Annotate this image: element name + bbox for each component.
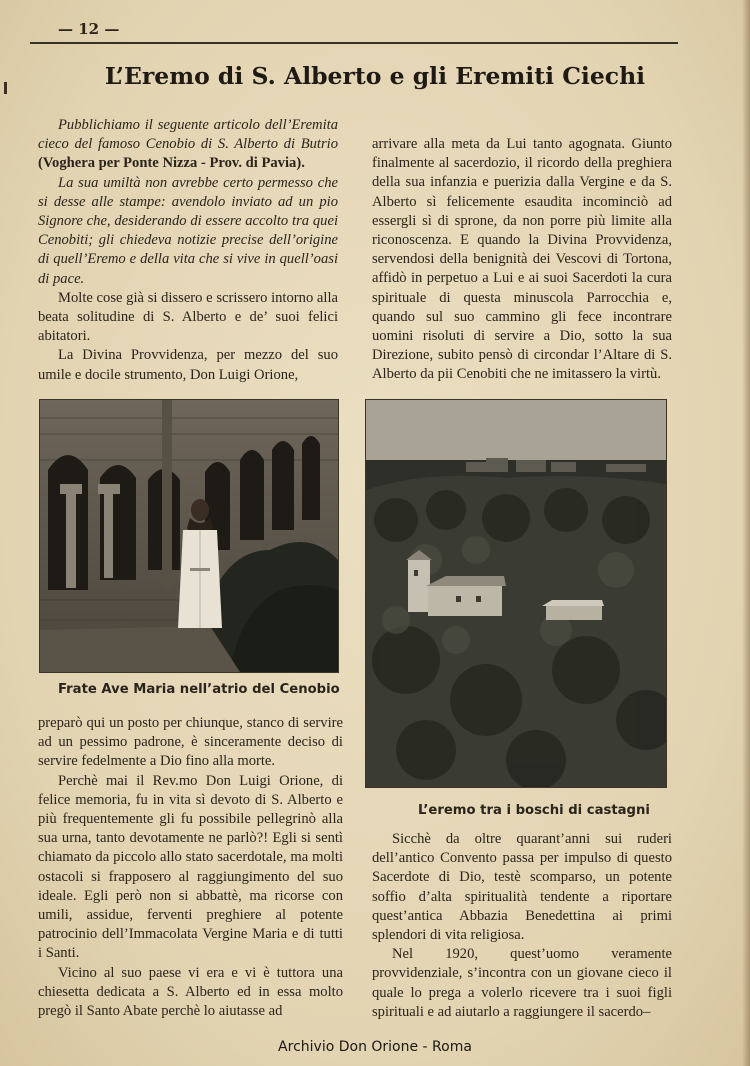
photo-caption: Frate Ave Maria nell’atrio del Cenobio xyxy=(58,682,340,697)
paragraph: Nel 1920, quest’uomo veramente provvidenziale, s’incontra con un giovane cieco il quale lo prega a volerlo ricevere tra i suoi figli spirituali e ad aiutarlo a raggiungere il sacerdo– xyxy=(372,946,672,1020)
photo-hermitage-woods xyxy=(365,399,667,788)
paragraph: Vicino al suo paese vi era e vi è tuttora una chiesetta dedicata a S. Alberto ed in essa molto pregò il Santo Abate perchè lo aiutasse ad xyxy=(38,964,343,1020)
humility-paragraph: La sua umiltà non avrebbe certo permesso che si desse alle stampe: avendolo inviato ad un pio Signore che, desiderando di essere accolto tra quei Cenobiti; gli chiedeva notizie precise dell’origine di quell’Eremo e della vita che si vive in quell’oasi di pace. xyxy=(38,174,338,287)
paragraph: arrivare alla meta da Lui tanto agognata. Giunto finalmente al sacerdozio, il ricordo della preghiera della sua infanzia e puerizia dalla Vergine e da S. Alberto sì felicemente esaudita incominciò ad essergli sì di sprone, da non porre più limite alla riconoscenza. E quando la Divina Provvidenza, servendosi della benignità dei Vescovi di Tortona, affidò in perpetuo a Lui e ai suoi Sacerdoti la cura spirituale di questa minuscola Parrocchia e, quando sul suo cammino gli fece incontrare uomini risoluti di servire a Dio, sotto la sua Direzione, subito pensò di circondar l’Altare di S. Alberto da pii Cenobiti che ne imitassero la virtù. xyxy=(372,136,672,383)
article-title: L’Eremo di S. Alberto e gli Eremiti Ciechi xyxy=(104,62,646,90)
paragraph: Sicchè da oltre quarant’anni sui ruderi dell’antico Convento passa per impulso di questo Sacerdote di Dio, testè scomparso, un potente soffio d’alta spiritualità tendente a riportare quest’antica Abbazia Benedettina ai primi splendori di vita religiosa. xyxy=(372,831,672,944)
photo-caption: L’eremo tra i boschi di castagni xyxy=(418,803,650,818)
column-right-bottom xyxy=(372,830,672,1022)
page-number: — 12 — xyxy=(58,20,120,38)
header-rule xyxy=(30,42,678,44)
paragraph: preparò qui un posto per chiunque, stanco di servire ad un pessimo padrone, è sinceramente deciso di servire fedelmente a Dio fino alla morte. xyxy=(38,715,343,770)
intro-paragraph xyxy=(38,116,338,174)
intro-italic: Pubblichiamo il seguente articolo dell’Eremita cieco del famoso Cenobio di S. Alberto di Butrio xyxy=(38,117,338,153)
page-edge-shadow xyxy=(742,0,750,1066)
column-left-top xyxy=(38,116,338,385)
paragraph: La Divina Provvidenza, per mezzo del suo umile e docile strumento, Don Luigi Orione, xyxy=(38,347,338,383)
photo-monk-cloister xyxy=(39,399,339,673)
paragraph: Perchè mai il Rev.mo Don Luigi Orione, di felice memoria, fu in vita sì devoto di S. Alberto e più frequentemente gli fu possibile pellegrinò alla sua urna, tanto devotamente ne parlò?! Egli si sentì chiamato da piccolo allo stato sacerdotale, ma molti ostacoli si frapposero al raggiungimento del suo ideale. Egli però non si abbattè, ma ricorse con umili, assidue, ferventi preghiere al potente patrocinio dell’Immacolata Vergine Maria e di tutti i Santi. xyxy=(38,772,343,962)
hermitage-image xyxy=(366,400,666,787)
column-left-bottom xyxy=(38,714,343,1021)
archive-footer: Archivio Don Orione - Roma xyxy=(278,1039,472,1055)
intro-bold: (Voghera per Ponte Nizza - Prov. di Pavia). xyxy=(38,155,305,172)
paragraph: Molte cose già si dissero e scrissero intorno alla beata solitudine di S. Alberto e de’ suoi felici abitatori. xyxy=(38,289,338,345)
cloister-image xyxy=(40,400,338,672)
column-right-top xyxy=(372,135,672,385)
